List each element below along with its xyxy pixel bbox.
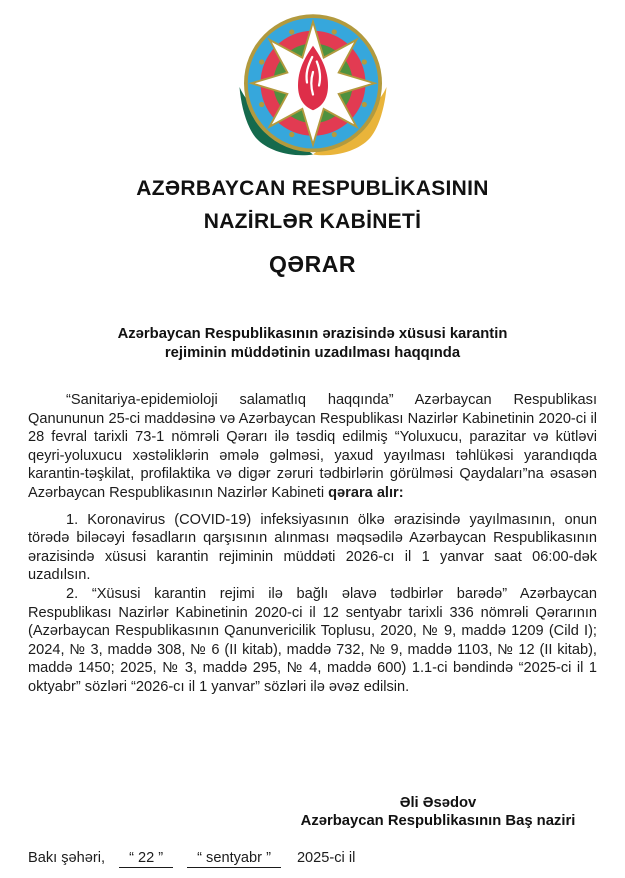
decree-item-2: 2. “Xüsusi karantin rejimi ilə bağlı əlavə tədbirlər barədə” Azərbaycan Respublikası Nazirlər Kabinetinin 2020-ci il 12 sentyabr tarixli 336 nömrəli Qərarının (Azərbaycan Respublikasının Qanunvericilik Toplusu, 2020, № 9, maddə 1209 (Cild I); 2024, № 3, maddə 308, № 6 (II kitab), maddə 732, № 9, maddə 1103, № 12 (II kitab), maddə 1450; 2025, № 3, maddə 295, № 4, maddə 600) 1.1-ci bəndində “2025-ci il 1 oktyabr” sözləri “2026-cı il 1 yanvar” sözləri ilə əvəz edilsin.	[28, 585, 597, 695]
emblem-svg	[238, 12, 388, 162]
signatory-name: Əli Əsədov	[399, 794, 477, 811]
org-name-line1: AZƏRBAYCAN RESPUBLİKASININ	[136, 177, 489, 200]
intro-paragraph	[28, 391, 597, 503]
document-title-line1: Azərbaycan Respublikasının ərazisində xüsusi karantin	[117, 326, 508, 342]
document-body	[28, 391, 597, 697]
year-label: 2025-ci il	[296, 850, 356, 866]
signatory-title: Azərbaycan Respublikasının Baş naziri	[300, 812, 576, 829]
decree-item-1: 1. Koronavirus (COVID-19) infeksiyasının ölkə ərazisində yayılmasının, onun törədə biləcəyi fəsadların qarşısının alınması məqsədilə Azərbaycan Respublikasının ərazisində xüsusi karantin rejiminin müddəti 2026-cı il 1 yanvar saat 06:00-dək uzadılsın.	[28, 511, 597, 584]
document-title	[28, 325, 597, 363]
day-blank: “ 22 ”	[119, 850, 173, 868]
city-label: Bakı şəhəri,	[28, 850, 106, 866]
intro-paragraph-text: “Sanitariya-epidemioloji salamatlıq haqqında” Azərbaycan Respublikası Qanununun 25-ci maddəsinə və Azərbaycan Respublikası Nazirlər Kabinetinin 2020-ci il 28 fevral tarixli 73-1 nömrəli Qərarı ilə təsdiq edilmiş “Yoluxucu, parazitar və kütləvi qeyri-yoluxucu xəstəliklərin əmələ gəlməsi, yaxud yayılması təhlükəsi yarandıqda karantin-təşkilat, profilaktika və digər zəruri tədbirlərin görülməsi Qaydaları”na əsasən Azərbaycan Respublikasının Nazirlər Kabineti	[28, 392, 597, 501]
date-place-line	[28, 850, 355, 868]
organization-name	[28, 172, 597, 238]
signature-block	[283, 794, 593, 830]
document-type-heading: QƏRAR	[269, 251, 356, 277]
document-title-line2: rejiminin müddətinin uzadılması haqqında	[164, 345, 461, 361]
azerbaijan-state-emblem-icon	[238, 12, 388, 162]
month-blank: “ sentyabr ”	[187, 850, 281, 868]
intro-paragraph-bold-suffix: qərara alır:	[328, 484, 404, 501]
org-name-line2: NAZİRLƏR KABİNETİ	[203, 210, 422, 233]
emblem-shield	[244, 14, 382, 152]
